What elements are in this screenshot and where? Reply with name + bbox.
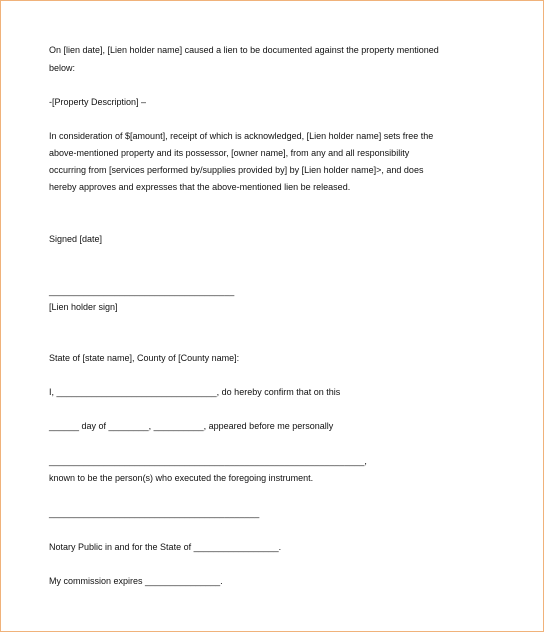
property-description: -[Property Description] – xyxy=(49,97,147,107)
person-line: _______________________________________________________________, xyxy=(49,456,367,466)
signature-line: _____________________________________ xyxy=(49,286,235,296)
signed-date: Signed [date] xyxy=(49,234,103,244)
notary-signature-line: __________________________________________ xyxy=(49,508,260,518)
commission-expires-line: My commission expires _______________. xyxy=(49,576,223,586)
known-person-line: known to be the person(s) who executed the foregoing instrument. xyxy=(49,473,314,483)
lien-intro-line-1: On [lien date], [Lien holder name] caused a lien to be documented against the property mentioned xyxy=(49,45,439,55)
consideration-line-3: occurring from [services performed by/supplies provided by] by [Lien holder name]>, and does xyxy=(49,165,424,175)
notary-public-line: Notary Public in and for the State of _________________. xyxy=(49,542,282,552)
confirm-line: I, ________________________________, do hereby confirm that on this xyxy=(49,387,341,397)
lien-holder-sign-label: [Lien holder sign] xyxy=(49,302,118,312)
consideration-line-2: above-mentioned property and its possessor, [owner name], from any and all responsibility xyxy=(49,148,410,158)
lien-intro-line-2: below: xyxy=(49,63,76,73)
consideration-line-4: hereby approves and expresses that the above-mentioned lien be released. xyxy=(49,182,351,192)
state-county: State of [state name], County of [County name]: xyxy=(49,353,240,363)
day-line: ______ day of ________, __________, appeared before me personally xyxy=(49,421,334,431)
consideration-line-1: In consideration of $[amount], receipt of which is acknowledged, [Lien holder name] sets free the xyxy=(49,131,434,141)
